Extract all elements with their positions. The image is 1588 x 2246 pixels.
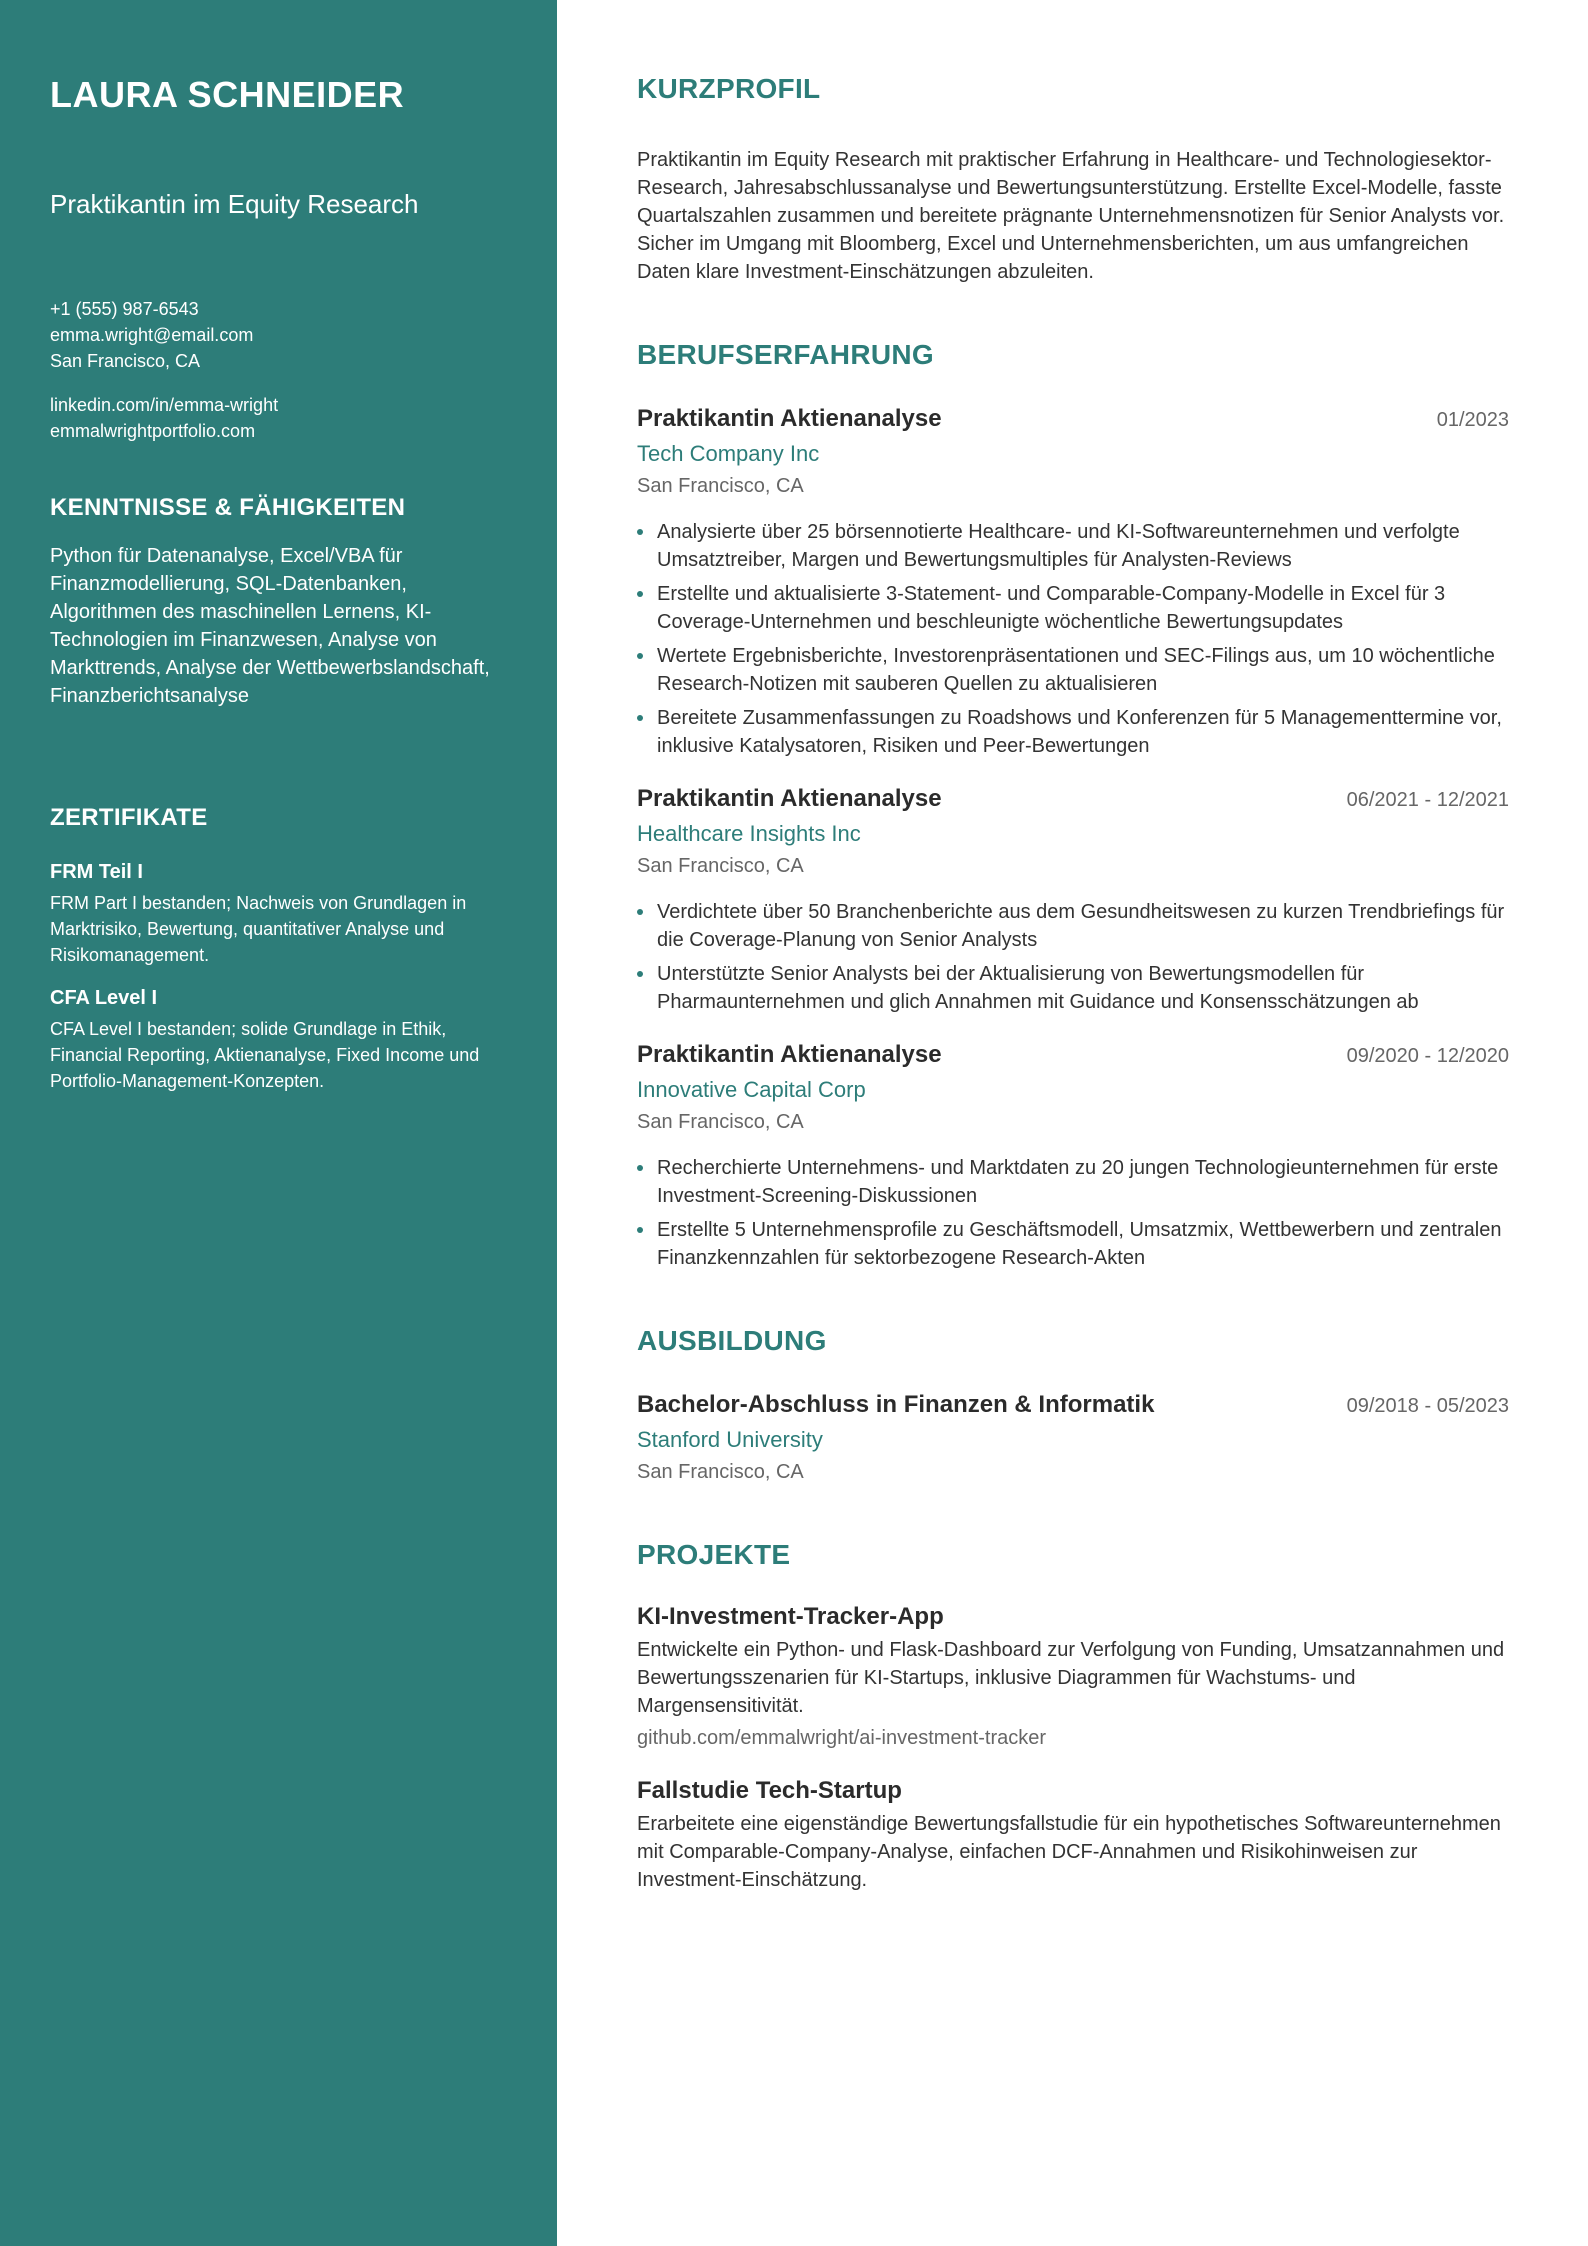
job-entry xyxy=(637,402,1509,760)
job-bullets xyxy=(637,1154,1509,1272)
candidate-name: LAURA SCHNEIDER xyxy=(50,74,405,115)
list-item: Verdichtete über 50 Branchenberichte aus dem Gesundheitswesen zu kurzen Trendbriefings für die Coverage-Planung von Senior Analysts xyxy=(637,898,1509,954)
education-date: 09/2018 - 05/2023 xyxy=(1346,1395,1509,1417)
job-entry xyxy=(637,1038,1509,1272)
job-bullets xyxy=(637,898,1509,1016)
skills-text: Python für Datenanalyse, Excel/VBA für Finanzmodellierung, SQL-Datenbanken, Algorithmen des maschinellen Lernens, KI-Technologien im Finanzwesen, Analyse von Markttrends, Analyse der Wettbewerbslandschaft, Finanzberichtsanalyse xyxy=(50,545,490,707)
summary-section xyxy=(637,70,1509,286)
company-name: Tech Company Inc xyxy=(637,441,820,466)
job-date: 06/2021 - 12/2021 xyxy=(1346,789,1509,811)
certificate-item xyxy=(50,984,507,1094)
linkedin-link[interactable]: linkedin.com/in/emma-wright xyxy=(50,395,279,415)
projects-heading: PROJEKTE xyxy=(637,1539,791,1570)
list-item: Analysierte über 25 börsennotierte Healthcare- und KI-Softwareunternehmen und verfolgte Umsatztreiber, Margen und Bewertungsmultiples für Analysten-Reviews xyxy=(637,518,1509,574)
experience-section xyxy=(637,336,1509,1272)
education-entry xyxy=(637,1388,1509,1486)
list-item: Recherchierte Unternehmens- und Marktdaten zu 20 jungen Technologieunternehmen für erste Investment-Screening-Diskussionen xyxy=(637,1154,1509,1210)
email[interactable]: emma.wright@email.com xyxy=(50,325,254,345)
job-title: Praktikantin Aktienanalyse xyxy=(637,1041,942,1068)
project-link[interactable]: github.com/emmalwright/ai-investment-tracker xyxy=(637,1727,1047,1749)
phone: +1 (555) 987-6543 xyxy=(50,299,199,319)
list-item: Wertete Ergebnisberichte, Investorenpräsentationen und SEC-Filings aus, um 10 wöchentliche Research-Notizen mit sauberen Quellen zu aktualisieren xyxy=(637,642,1509,698)
job-location: San Francisco, CA xyxy=(637,1111,804,1133)
education-heading: AUSBILDUNG xyxy=(637,1325,827,1356)
company-name: Healthcare Insights Inc xyxy=(637,821,861,846)
certificate-desc: CFA Level I bestanden; solide Grundlage in Ethik, Financial Reporting, Aktienanalyse, Fixed Income und Portfolio-Management-Konzepten. xyxy=(50,1019,480,1091)
project-entry xyxy=(637,1600,1509,1752)
main-content xyxy=(557,0,1588,2246)
list-item: Erstellte 5 Unternehmensprofile zu Geschäftsmodell, Umsatzmix, Wettbewerbern und zentralen Finanzkennzahlen für sektorbezogene Research-Akten xyxy=(637,1216,1509,1272)
sidebar xyxy=(0,0,557,2246)
headline: Praktikantin im Equity Research xyxy=(50,189,419,219)
job-title: Praktikantin Aktienanalyse xyxy=(637,405,942,432)
certificate-desc: FRM Part I bestanden; Nachweis von Grundlagen in Marktrisiko, Bewertung, quantitativer Analyse und Risikomanagement. xyxy=(50,893,467,965)
certificate-name: FRM Teil I xyxy=(50,861,143,883)
certificates-heading: ZERTIFIKATE xyxy=(50,804,208,831)
list-item: Bereitete Zusammenfassungen zu Roadshows und Konferenzen für 5 Managementtermine vor, inklusive Katalysatoren, Risiken und Peer-Bewertungen xyxy=(637,704,1509,760)
summary-heading: KURZPROFIL xyxy=(637,73,821,104)
project-title: Fallstudie Tech-Startup xyxy=(637,1777,902,1804)
job-entry xyxy=(637,782,1509,1016)
projects-section xyxy=(637,1536,1509,1894)
project-desc: Erarbeitete eine eigenständige Bewertungsfallstudie für ein hypothetisches Softwareunternehmen mit Comparable-Company-Analyse, einfachen DCF-Annahmen und Risikohinweisen zur Investment-Einschätzung. xyxy=(637,1813,1501,1891)
job-location: San Francisco, CA xyxy=(637,855,804,877)
school-name: Stanford University xyxy=(637,1427,823,1452)
school-location: San Francisco, CA xyxy=(637,1461,804,1483)
project-title: KI-Investment-Tracker-App xyxy=(637,1603,944,1630)
list-item: Erstellte und aktualisierte 3-Statement- und Comparable-Company-Modelle in Excel für 3 Coverage-Unternehmen und beschleunigte wöchentliche Bewertungsupdates xyxy=(637,580,1509,636)
company-name: Innovative Capital Corp xyxy=(637,1077,866,1102)
job-date: 09/2020 - 12/2020 xyxy=(1346,1045,1509,1067)
experience-heading: BERUFSERFAHRUNG xyxy=(637,339,934,370)
job-location: San Francisco, CA xyxy=(637,475,804,497)
project-entry xyxy=(637,1774,1509,1894)
education-section xyxy=(637,1322,1509,1486)
contact-block xyxy=(50,296,507,444)
degree: Bachelor-Abschluss in Finanzen & Informatik xyxy=(637,1391,1155,1418)
location: San Francisco, CA xyxy=(50,351,201,371)
portfolio-link[interactable]: emmalwrightportfolio.com xyxy=(50,421,256,441)
skills-heading: KENNTNISSE & FÄHIGKEITEN xyxy=(50,494,406,521)
job-bullets xyxy=(637,518,1509,760)
project-desc: Entwickelte ein Python- und Flask-Dashboard zur Verfolgung von Funding, Umsatzannahmen und Bewertungsszenarien für KI-Startups, inklusive Diagrammen für Wachstums- und Margensensitivität. xyxy=(637,1639,1505,1717)
certificate-item xyxy=(50,858,507,968)
summary-text: Praktikantin im Equity Research mit praktischer Erfahrung in Healthcare- und Technologiesektor-Research, Jahresabschlussanalyse und Bewertungsunterstützung. Erstellte Excel-Modelle, fasste Quartalszahlen zusammen und bereitete prägnante Unternehmensnotizen für Senior Analysts vor. Sicher im Umgang mit Bloomberg, Excel und Unternehmensberichten, um aus umfangreichen Daten klare Investment-Einschätzungen abzuleiten. xyxy=(637,149,1505,283)
certificate-name: CFA Level I xyxy=(50,987,158,1009)
list-item: Unterstützte Senior Analysts bei der Aktualisierung von Bewertungsmodellen für Pharmaunternehmen und glich Annahmen mit Guidance und Konsensschätzungen ab xyxy=(637,960,1509,1016)
job-date: 01/2023 xyxy=(1436,409,1509,431)
job-title: Praktikantin Aktienanalyse xyxy=(637,785,942,812)
